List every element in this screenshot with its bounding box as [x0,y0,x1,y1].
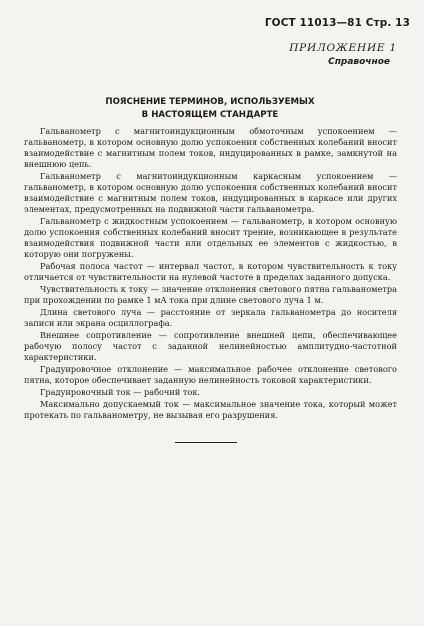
section-title [60,96,360,122]
term-paragraph: Длина светового луча — расстояние от зеркала гальванометра до носителя записи или экрана осциллографа. [24,306,397,328]
term-paragraph: Рабочая полоса частот — интервал частот, в котором чувствительность к току отличается от чувствительности на нулевой частоте в пределах заданного допуска. [24,260,397,282]
term-paragraph: Гальванометр с жидкостным успокоением — гальванометр, в котором основную долю успокоения собственных колебаний вносит трение, возникающее в результате взаимодействия подвижной части или отдельных ее элементов с жидкостью, в которую они погружены. [24,215,397,259]
terms-body [24,126,397,423]
term-paragraph: Внешнее сопротивление — сопротивление внешней цепи, обеспечивающее рабочую полосу частот с заданной нелинейностью амплитудно-частотной характеристики. [24,330,397,362]
term-paragraph: Градуировочный ток — рабочий ток. [40,387,201,398]
term-paragraph: Чувствительность к току — значение отклонения светового пятна гальванометра при прохождении по рамке 1 мА тока при длине светового луча 1 м. [24,283,397,305]
reference-note: Справочное [328,57,390,67]
end-rule [175,442,237,443]
term-paragraph: Градуировочное отклонение — максимальное рабочее отклонение светового пятна, которое обеспечивает заданную нелинейность токовой характеристики. [24,364,397,386]
appendix-label: ПРИЛОЖЕНИЕ 1 [289,42,397,54]
term-paragraph: Гальванометр с магнитоиндукционным каркасным успокоением — гальванометр, в котором основную долю успокоения собственных колебаний вносит взаимодействие с магнитным полем токов, индуцированных в каркасе или других элементах, предусмотренных на подвижной части гальванометра. [24,170,397,214]
term-paragraph: Максимально допускаемый ток — максимальное значение тока, который может протекать по гальванометру, не вызывая его разрушения. [24,399,397,421]
section-title-line-2: В НАСТОЯЩЕМ СТАНДАРТЕ [141,110,279,120]
page-header: ГОСТ 11013—81 Стр. 13 [264,17,410,29]
term-paragraph: Гальванометр с магнитоиндукционным обмоточным успокоением — гальванометр, в котором основную долю успокоения собственных колебаний вносит взаимодействие с магнитным полем токов, индуцированных в рамке, замкнутой на внешнюю цепь. [24,126,397,169]
section-title-line-1: ПОЯСНЕНИЕ ТЕРМИНОВ, ИСПОЛЬЗУЕМЫХ [105,97,315,107]
